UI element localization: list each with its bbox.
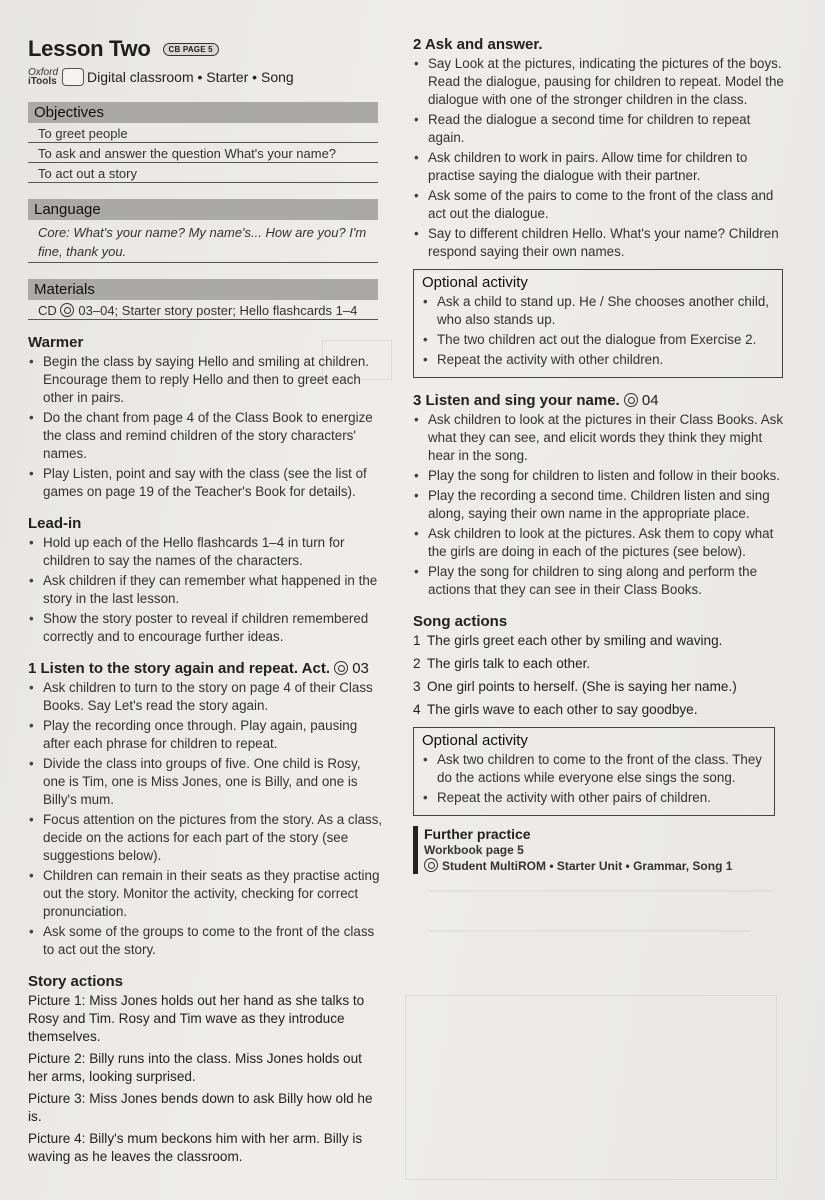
class-book-page-badge: CB PAGE 5 bbox=[163, 43, 219, 56]
left-column bbox=[28, 36, 384, 1170]
song-action bbox=[413, 655, 785, 673]
story-action: Picture 3: Miss Jones bends down to ask Billy how old he is. bbox=[28, 1091, 373, 1124]
song-action-number: 4 bbox=[413, 702, 421, 717]
cd-icon bbox=[624, 393, 638, 407]
exercise-2-heading: 2 Ask and answer. bbox=[413, 36, 543, 53]
language-core: Core: What's your name? My name's... How are you? I'm fine, thank you. bbox=[28, 220, 378, 263]
list-item: • Focus attention on the pictures from the story. As a class, decide on the actions for each part of the story (see suggestions below). bbox=[28, 811, 384, 865]
optional-activity-heading: Optional activity bbox=[422, 274, 528, 291]
list-item: • Repeat the activity with other pairs of children. bbox=[422, 789, 766, 807]
list-item: • Ask two children to come to the front of the class. They do the actions while everyone else sings the song. bbox=[422, 751, 766, 787]
list-item: • Ask a child to stand up. He / She chooses another child, who also stands up. bbox=[422, 293, 774, 329]
exercise-3-track: 04 bbox=[641, 392, 659, 409]
optional-activity-heading: Optional activity bbox=[422, 732, 528, 749]
story-actions-heading: Story actions bbox=[28, 973, 124, 990]
list-item: • Hold up each of the Hello flashcards 1–4 in turn for children to say the names of the characters. bbox=[28, 534, 384, 570]
warmer-heading: Warmer bbox=[28, 334, 84, 351]
list-item: • Play the recording once through. Play again, pausing after each phrase for children to repeat. bbox=[28, 717, 384, 753]
optional-activity-list bbox=[422, 293, 774, 369]
song-action-text: One girl points to herself. (She is saying her name.) bbox=[427, 679, 737, 694]
exercise-3-list bbox=[413, 411, 785, 599]
song-action bbox=[413, 701, 785, 719]
itools-description: Digital classroom • Starter • Song bbox=[87, 69, 294, 85]
optional-activity-list bbox=[422, 751, 766, 807]
list-item: • Play the song for children to sing along and perform the actions that they can see in their Class Books. bbox=[413, 563, 785, 599]
song-action-number: 1 bbox=[413, 633, 421, 648]
objective-line: To act out a story bbox=[28, 163, 378, 183]
list-item: • Play Listen, point and say with the class (see the list of games on page 19 of the Teacher's Book for details). bbox=[28, 465, 384, 501]
list-item: • Say Look at the pictures, indicating the pictures of the boys. Read the dialogue, pausing for children to repeat. Model the dialogue with one of the stronger children in the class. bbox=[413, 55, 785, 109]
song-action-number: 2 bbox=[413, 656, 421, 671]
materials-cd-label: CD bbox=[38, 303, 57, 318]
list-item: • Ask some of the pairs to come to the front of the class and act out the dialogue. bbox=[413, 187, 785, 223]
list-item: • Ask children if they can remember what happened in the story in the last lesson. bbox=[28, 572, 384, 608]
warmer-list bbox=[28, 353, 384, 501]
workbook-reference: Workbook page 5 bbox=[424, 843, 524, 857]
story-actions-list bbox=[28, 992, 384, 1166]
song-action-text: The girls talk to each other. bbox=[427, 656, 591, 671]
song-action bbox=[413, 678, 785, 696]
story-action: Picture 4: Billy's mum beckons him with her arm. Billy is waving as he leaves the classroom. bbox=[28, 1131, 363, 1164]
show-through-line bbox=[430, 890, 770, 892]
exercise-1-track: 03 bbox=[352, 660, 369, 677]
exercise-1-heading bbox=[28, 660, 384, 677]
oxford-logo-text: Oxford bbox=[28, 67, 59, 78]
lesson-title: Lesson Two bbox=[28, 36, 151, 61]
objectives-heading: Objectives bbox=[28, 102, 378, 123]
objective-line: To greet people bbox=[28, 123, 378, 143]
song-actions-heading: Song actions bbox=[413, 613, 508, 630]
exercise-2-list bbox=[413, 55, 785, 261]
show-through-box bbox=[405, 995, 777, 1180]
list-item: • The two children act out the dialogue from Exercise 2. bbox=[422, 331, 774, 349]
list-item: • Play the recording a second time. Children listen and sing along, saying their own name in the appropriate place. bbox=[413, 487, 785, 523]
list-item: • Do the chant from page 4 of the Class Book to energize the class and remind children of the story characters' names. bbox=[28, 409, 384, 463]
list-item: • Play the song for children to listen and follow in their books. bbox=[413, 467, 785, 485]
optional-activity-box-2 bbox=[413, 727, 775, 816]
song-action-number: 3 bbox=[413, 679, 421, 694]
show-through-line bbox=[430, 930, 750, 932]
list-item: • Ask children to look at the pictures. Ask them to copy what the girls are doing in each of the pictures (see below). bbox=[413, 525, 785, 561]
list-item: • Children can remain in their seats as they practise acting out the story. Monitor the activity, checking for correct pronunciation. bbox=[28, 867, 384, 921]
cd-icon bbox=[424, 858, 438, 872]
leadin-heading: Lead-in bbox=[28, 515, 82, 532]
list-item: • Ask some of the groups to come to the front of the class to act out the story. bbox=[28, 923, 384, 959]
materials-line bbox=[28, 300, 378, 320]
further-practice bbox=[413, 826, 785, 874]
right-column bbox=[413, 36, 785, 874]
story-action: Picture 1: Miss Jones holds out her hand as she talks to Rosy and Tim. Rosy and Tim wave as they introduce themselves. bbox=[28, 993, 365, 1044]
leadin-list bbox=[28, 534, 384, 646]
story-action: Picture 2: Billy runs into the class. Miss Jones holds out her arms, looking surprised. bbox=[28, 1051, 362, 1084]
lesson-header bbox=[28, 36, 384, 62]
exercise-1-title: 1 Listen to the story again and repeat. Act. bbox=[28, 660, 331, 677]
list-item: • Show the story poster to reveal if children remembered correctly and to encourage further ideas. bbox=[28, 610, 384, 646]
further-practice-heading: Further practice bbox=[424, 826, 531, 842]
oxford-itools-logo bbox=[28, 68, 58, 86]
list-item: • Ask children to turn to the story on page 4 of their Class Books. Say Let's read the story again. bbox=[28, 679, 384, 715]
cd-icon bbox=[60, 303, 74, 317]
list-item: • Repeat the activity with other children. bbox=[422, 351, 774, 369]
list-item: • Divide the class into groups of five. One child is Rosy, one is Tim, one is Miss Jones, one is Billy, and one is Billy's mum. bbox=[28, 755, 384, 809]
exercise-1-list bbox=[28, 679, 384, 959]
itools-row bbox=[28, 68, 384, 86]
list-item: • Begin the class by saying Hello and smiling at children. Encourage them to reply Hello and then to greet each other in pairs. bbox=[28, 353, 384, 407]
cd-icon bbox=[334, 661, 348, 675]
song-actions-list bbox=[413, 632, 785, 719]
list-item: • Ask children to work in pairs. Allow time for children to practise saying the dialogue with their partner. bbox=[413, 149, 785, 185]
whiteboard-icon bbox=[62, 68, 84, 86]
objective-line: To ask and answer the question What's your name? bbox=[28, 143, 378, 163]
song-action-text: The girls wave to each other to say goodbye. bbox=[427, 702, 698, 717]
song-action bbox=[413, 632, 785, 650]
multirom-reference bbox=[424, 858, 785, 874]
song-action-text: The girls greet each other by smiling and waving. bbox=[427, 633, 723, 648]
list-item: • Say to different children Hello. What's your name? Children respond saying their own names. bbox=[413, 225, 785, 261]
itools-logo-text: iTools bbox=[28, 76, 57, 87]
language-heading: Language bbox=[28, 199, 378, 220]
exercise-3-title: 3 Listen and sing your name. bbox=[413, 392, 620, 409]
exercise-3-heading bbox=[413, 392, 785, 409]
multirom-text: Student MultiROM • Starter Unit • Grammar, Song 1 bbox=[442, 859, 733, 873]
list-item: • Ask children to look at the pictures in their Class Books. Ask what they can see, and elicit words they think they might hear in the song. bbox=[413, 411, 785, 465]
materials-heading: Materials bbox=[28, 279, 378, 300]
optional-activity-box-1 bbox=[413, 269, 783, 378]
materials-text: 03–04; Starter story poster; Hello flashcards 1–4 bbox=[78, 303, 358, 318]
list-item: • Read the dialogue a second time for children to repeat again. bbox=[413, 111, 785, 147]
